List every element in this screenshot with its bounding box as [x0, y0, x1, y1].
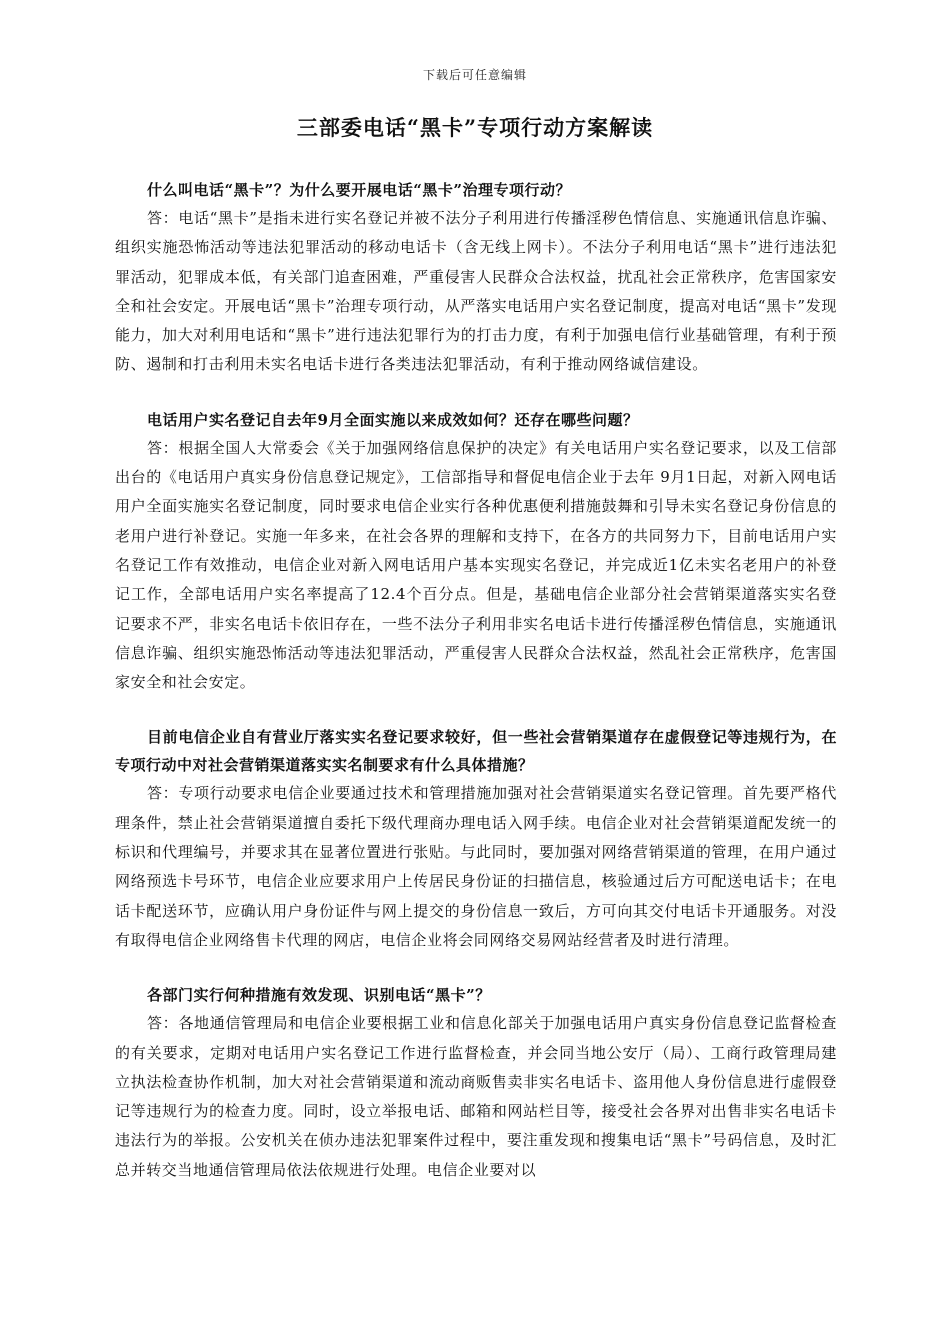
question-heading: 目前电信企业自有营业厅落实实名登记要求较好，但一些社会营销渠道存在虚假登记等违规行为，在专项行动中对社会营销渠道落实实名制要求有什么具体措施？ [115, 728, 837, 775]
document-title: 三部委电话“黑卡”专项行动方案解读 [296, 115, 654, 140]
qa-section-1 [115, 176, 837, 380]
qa-section-3 [115, 723, 837, 955]
question-heading: 电话用户实名登记自去年9月全面实施以来成效如何？还存在哪些问题？ [147, 410, 639, 429]
qa-section-2 [115, 406, 837, 698]
answer-paragraph: 答：根据全国人大常委会《关于加强网络信息保护的决定》有关电话用户实名登记要求，以及工信部出台的《电话用户真实身份信息登记规定》，工信部指导和督促电信企业于去年 9月1日起，对新入网电话用户全面实施实名登记制度，同时要求电信企业实行各种优惠便利措施鼓舞和引导未实名登记身份信息的老用户进行补登记。实施一年多来，在社会各界的理解和支持下，在各方的共同努力下，目前电话用户实名登记工作有效推动，电信企业对新入网电话用户基本实现实名登记，并完成近1亿未实名老用户的补登记工作，全部电话用户实名率提高了12.4个百分点。但是，基础电信企业部分社会营销渠道落实实名登记要求不严，非实名电话卡依旧存在，一些不法分子利用非实名电话卡进行传播淫秽色情信息，实施通讯信息诈骗、组织实施恐怖活动等违法犯罪活动，严重侵害人民群众合法权益，然乱社会正常秩序，危害国家安全和社会安定。 [115, 438, 837, 692]
answer-paragraph: 答：各地通信管理局和电信企业要根据工业和信息化部关于加强电话用户真实身份信息登记监督检查的有关要求，定期对电话用户实名登记工作进行监督检查，并会同当地公安厅（局）、工商行政管理局建立执法检查协作机制，加大对社会营销渠道和流动商贩售卖非实名电话卡、盗用他人身份信息进行虚假登记等违规行为的检查力度。同时，设立举报电话、邮箱和网站栏目等，接受社会各界对出售非实名电话卡违法行为的举报。公安机关在侦办违法犯罪案件过程中，要注重发现和搜集电话“黑卡”号码信息，及时汇总并转交当地通信管理局依法依规进行处理。电信企业要对以 [115, 1014, 837, 1179]
document-body [115, 176, 837, 1211]
qa-section-4 [115, 981, 837, 1185]
question-heading: 什么叫电话“黑卡”？为什么要开展电话“黑卡”治理专项行动？ [147, 181, 572, 199]
answer-paragraph: 答：电话“黑卡”是指未进行实名登记并被不法分子利用进行传播淫秽色情信息、实施通讯信息诈骗、组织实施恐怖活动等违法犯罪活动的移动电话卡（含无线上网卡）。不法分子利用电话“黑卡”进行违法犯罪活动，犯罪成本低，有关部门追查困难，严重侵害人民群众合法权益，扰乱社会正常秩序，危害国家安全和社会安定。开展电话“黑卡”治理专项行动，从严落实电话用户实名登记制度，提高对电话“黑卡”发现能力，加大对利用电话和“黑卡”进行违法犯罪行为的打击力度，有利于加强电信行业基础管理，有利于预防、遏制和打击利用未实名电话卡进行各类违法犯罪活动，有利于推动网络诚信建设。 [115, 209, 837, 374]
question-heading: 各部门实行何种措施有效发现、识别电话“黑卡”？ [147, 986, 491, 1005]
header-note: 下载后可任意编辑 [422, 68, 527, 82]
answer-paragraph: 答：专项行动要求电信企业要通过技术和管理措施加强对社会营销渠道实名登记管理。首先要严格代理条件，禁止社会营销渠道擅自委托下级代理商办理电话入网手续。电信企业对社会营销渠道配发统一的标识和代理编号，并要求其在显著位置进行张贴。与此同时，要加强对网络营销渠道的管理，在用户通过网络预选卡号环节，电信企业应要求用户上传居民身份证的扫描信息，核验通过后方可配送电话卡；在电话卡配送环节，应确认用户身份证件与网上提交的身份信息一致后，方可向其交付电话卡开通服务。对没有取得电信企业网络售卡代理的网店，电信企业将会同网络交易网站经营者及时进行清理。 [115, 784, 837, 949]
